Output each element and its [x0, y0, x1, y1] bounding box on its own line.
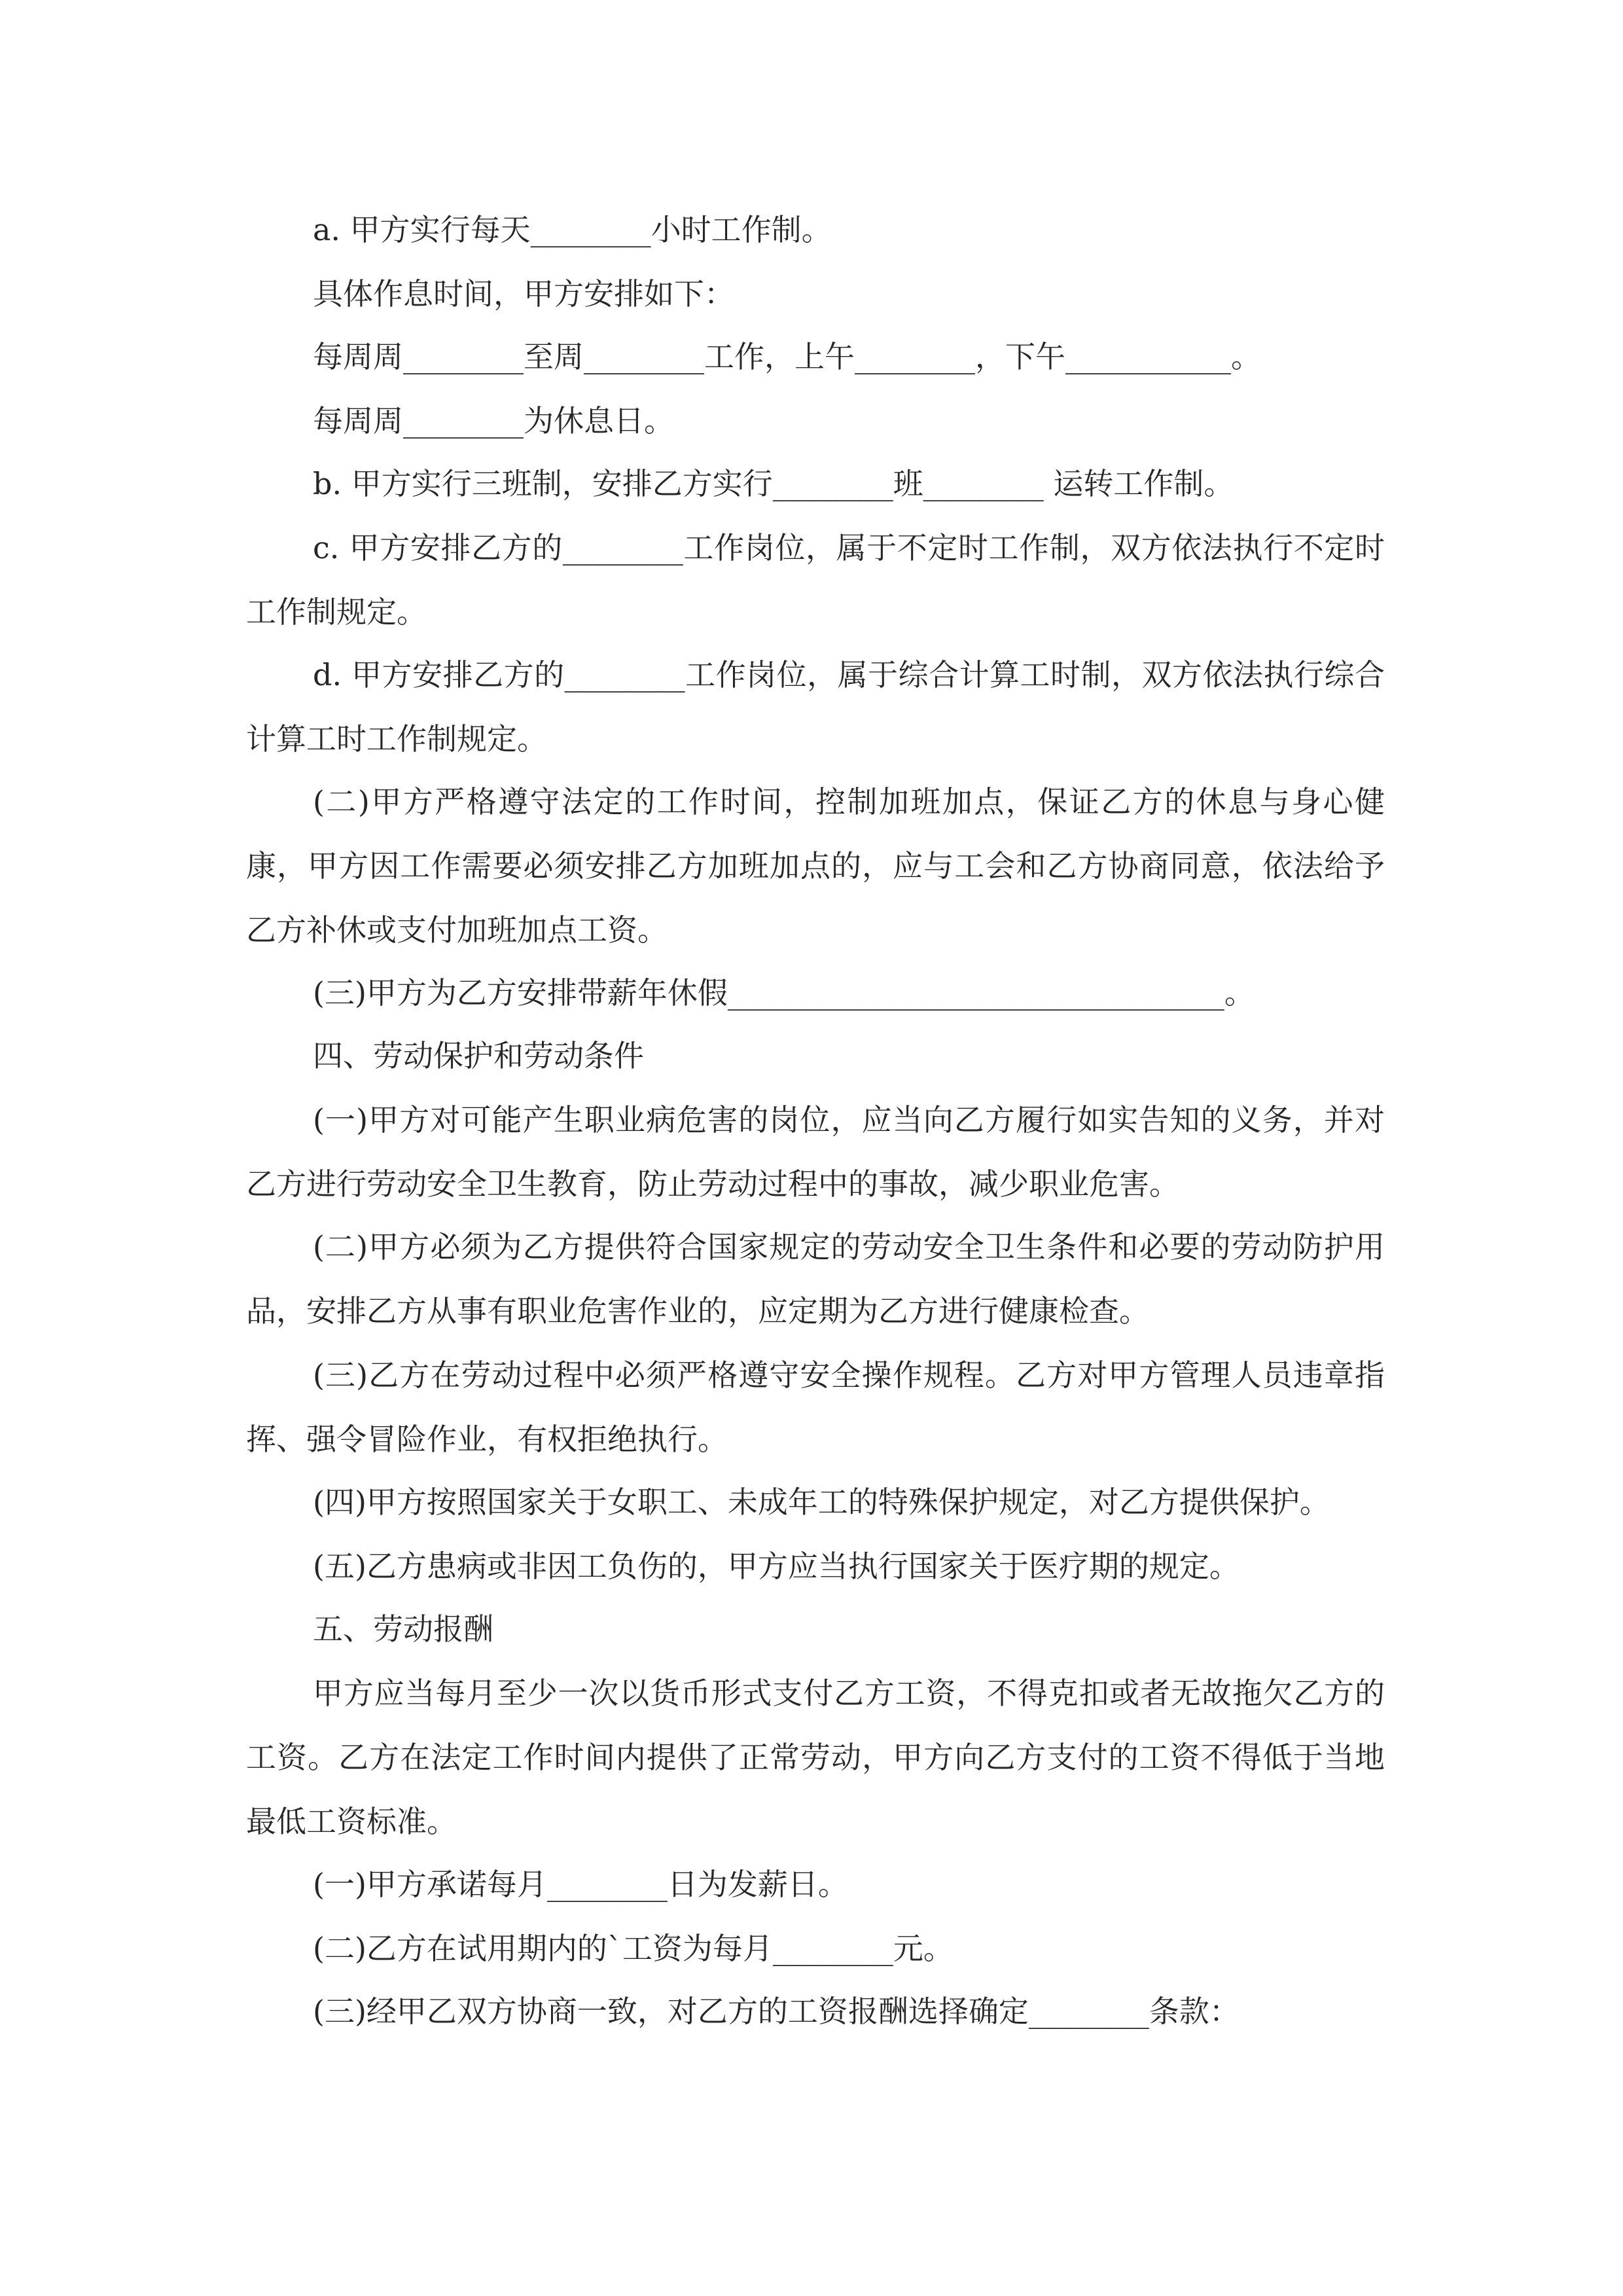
- paragraph-flexible-hours-c: c. 甲方安排乙方的________工作岗位，属于不定时工作制，双方依法执行不定时工作制规定。: [246, 530, 1385, 630]
- paragraph-rest-day: 每周周________为休息日。: [313, 403, 674, 439]
- paragraph-wage-clause: (三)经甲乙双方协商一致，对乙方的工资报酬选择确定________条款：: [313, 1994, 1240, 2029]
- paragraph-schedule-intro: 具体作息时间，甲方安排如下：: [313, 276, 734, 312]
- paragraph-wage-payment: 甲方应当每月至少一次以货币形式支付乙方工资，不得克扣或者无故拖欠乙方的工资。乙方在法定工作时间内提供了正常劳动，甲方向乙方支付的工资不得低于当地最低工资标准。: [246, 1676, 1385, 1839]
- paragraph-safety-rules: (三)乙方在劳动过程中必须严格遵守安全操作规程。乙方对甲方管理人员违章指挥、强令冒险作业，有权拒绝执行。: [246, 1357, 1385, 1457]
- paragraph-overtime: (二)甲方严格遵守法定的工作时间，控制加班加点，保证乙方的休息与身心健康，甲方因工作需要必须安排乙方加班加点的，应与工会和乙方协商同意，依法给予乙方补休或支付加班加点工资。: [246, 784, 1385, 948]
- paragraph-comprehensive-d: d. 甲方安排乙方的________工作岗位，属于综合计算工时制，双方依法执行综合计算工时工作制规定。: [246, 657, 1385, 757]
- section-heading-labor-protection: 四、劳动保护和劳动条件: [313, 1038, 644, 1073]
- paragraph-special-protection: (四)甲方按照国家关于女职工、未成年工的特殊保护规定，对乙方提供保护。: [313, 1484, 1330, 1520]
- paragraph-weekly-schedule: 每周周________至周________工作，上午________，下午___________。: [313, 339, 1261, 374]
- paragraph-probation-wage: (二)乙方在试用期内的`工资为每月________元。: [313, 1931, 954, 1966]
- paragraph-safety-conditions: (二)甲方必须为乙方提供符合国家规定的劳动安全卫生条件和必要的劳动防护用品，安排乙方从事有职业危害作业的，应定期为乙方进行健康检查。: [246, 1229, 1385, 1329]
- paragraph-payday: (一)甲方承诺每月________日为发薪日。: [313, 1867, 848, 1902]
- section-heading-remuneration: 五、劳动报酬: [313, 1611, 493, 1647]
- paragraph-work-hours-a: a. 甲方实行每天________小时工作制。: [313, 212, 832, 247]
- paragraph-occupational-hazard: (一)甲方对可能产生职业病危害的岗位，应当向乙方履行如实告知的义务，并对乙方进行劳动安全卫生教育，防止劳动过程中的事故，减少职业危害。: [246, 1102, 1385, 1202]
- paragraph-annual-leave: (三)甲方为乙方安排带薪年休假_________________________________。: [313, 975, 1255, 1011]
- paragraph-shift-system-b: b. 甲方实行三班制，安排乙方实行________班________ 运转工作制。: [313, 466, 1234, 501]
- paragraph-medical-period: (五)乙方患病或非因工负伤的，甲方应当执行国家关于医疗期的规定。: [313, 1549, 1240, 1584]
